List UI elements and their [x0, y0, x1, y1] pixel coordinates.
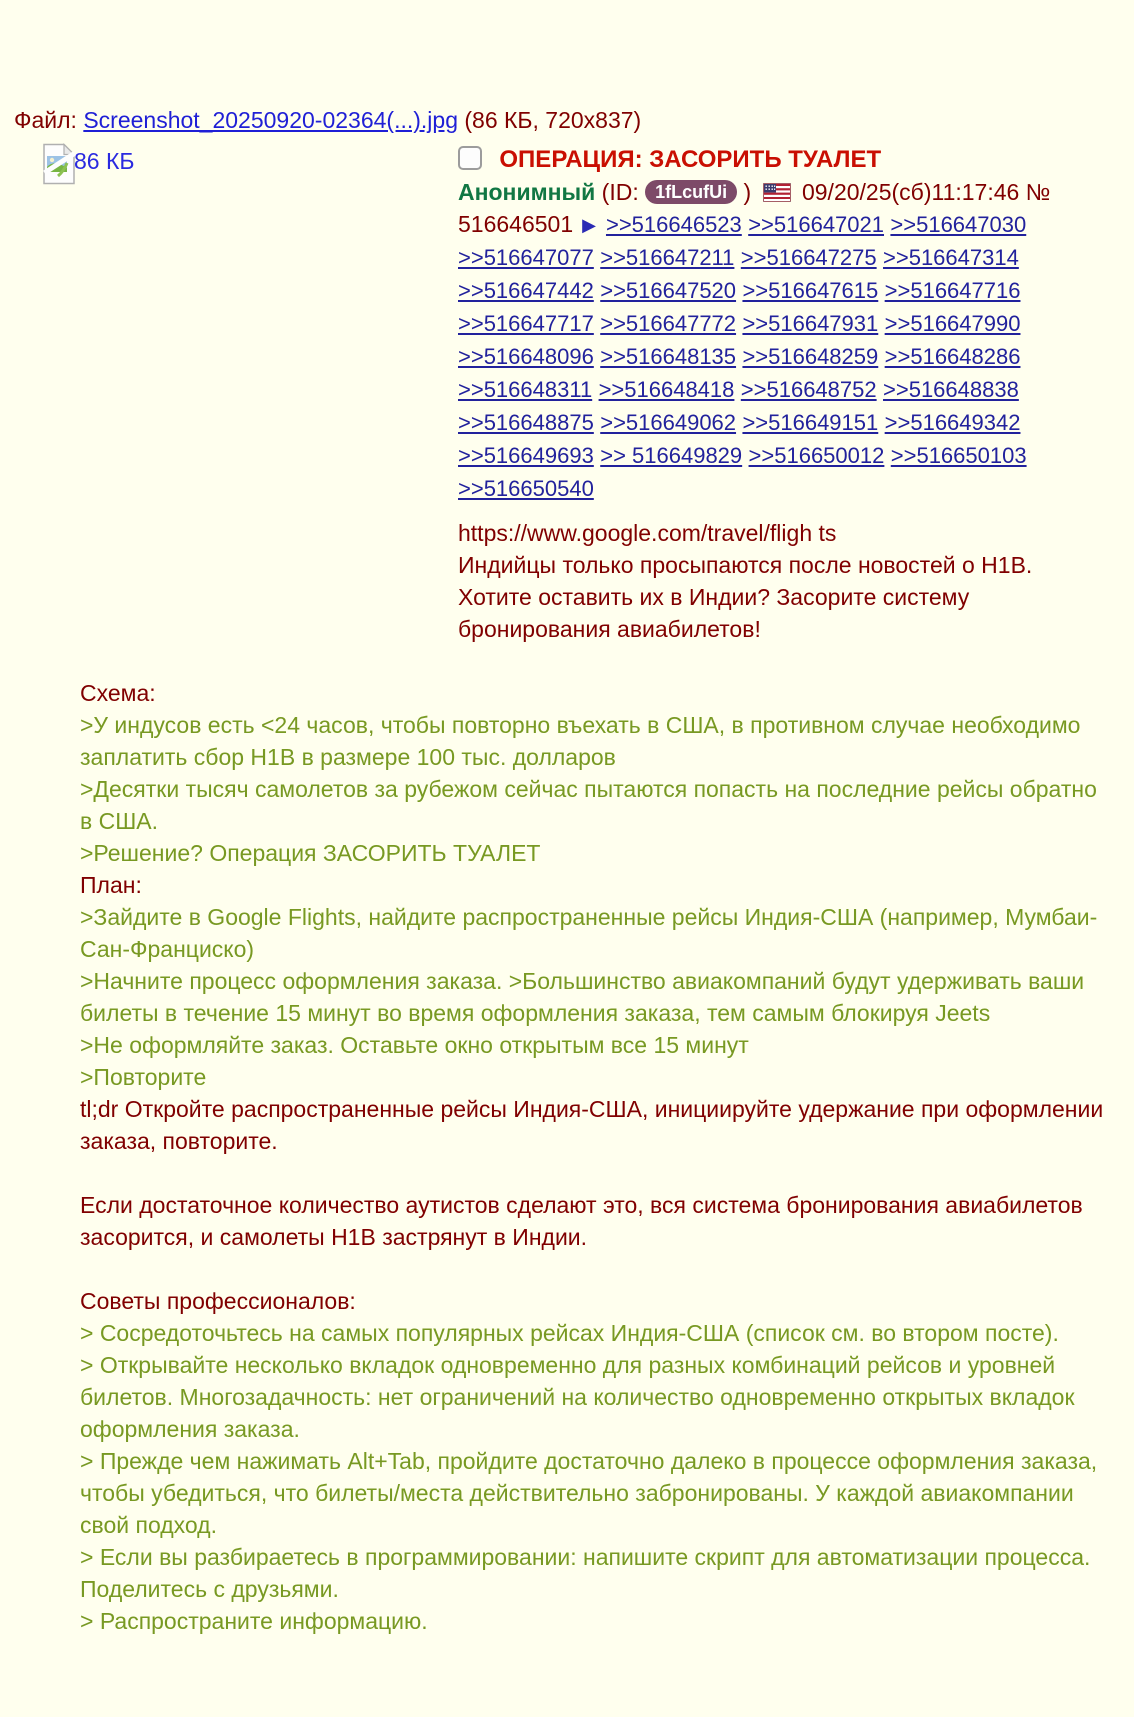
post-body-line	[80, 1253, 1110, 1285]
file-meta: (86 КБ, 720x837)	[464, 107, 642, 133]
reply-link[interactable]: >>516646523	[605, 212, 742, 237]
op-post	[0, 141, 1134, 1637]
post-body-line: tl;dr Откройте распространенные рейсы Индия-США, инициируйте удержание при оформлении заказа, повторите.	[80, 1096, 1104, 1154]
reply-link[interactable]: >>516650012	[748, 443, 885, 468]
post-body-line: План:	[80, 872, 142, 898]
reply-link[interactable]: >>516650540	[458, 476, 594, 501]
reply-link[interactable]: >>516648875	[458, 410, 594, 435]
post-number-link[interactable]: 516646501	[458, 211, 574, 237]
post-body-line: >Десятки тысяч самолетов за рубежом сейчас пытаются попасть на последние рейсы обратно в США.	[80, 776, 1097, 834]
poster-name: Анонимный	[458, 179, 596, 205]
post-body-line: Советы профессионалов:	[80, 1288, 356, 1314]
reply-link[interactable]: >>516648096	[458, 344, 594, 369]
post-body-line: Схема:	[80, 680, 156, 706]
poster-id-badge[interactable]: 1fLcufUi	[645, 180, 737, 204]
reply-link[interactable]: >>516649342	[884, 410, 1021, 435]
broken-image-icon	[40, 143, 78, 185]
post-body-line: >Повторите	[80, 1064, 207, 1090]
post-datetime: 09/20/25(сб)11:17:46	[801, 179, 1020, 205]
post-body	[80, 517, 1110, 1637]
reply-link[interactable]: >>516649693	[458, 443, 594, 468]
post-subject: ОПЕРАЦИЯ: ЗАСОРИТЬ ТУАЛЕТ	[499, 146, 882, 173]
reply-link[interactable]: >>516648259	[742, 344, 879, 369]
reply-links	[458, 211, 1027, 501]
expand-arrow-icon[interactable]: ▶	[582, 215, 596, 235]
reply-link[interactable]: >> 516649829	[600, 443, 743, 468]
reply-link[interactable]: >>516647716	[884, 278, 1021, 303]
reply-link[interactable]: >>516648418	[598, 377, 735, 402]
post-body-line: > Открывайте несколько вкладок одновременно для разных комбинаций рейсов и уровней билетов. Многозадачность: нет ограничений на количество одновременно открытых вкладок оформления заказа.	[80, 1352, 1075, 1442]
reply-link[interactable]: >>516647442	[458, 278, 594, 303]
post-body-line: > Сосредоточьтесь на самых популярных рейсах Индия-США (список см. во втором посте).	[80, 1320, 1059, 1346]
reply-link[interactable]: >>516647275	[740, 245, 877, 270]
reply-link[interactable]: >>516648311	[458, 377, 593, 402]
reply-link[interactable]: >>516647030	[890, 212, 1027, 237]
post-body-line: >Зайдите в Google Flights, найдите распространенные рейсы Индия-США (например, Мумбаи-Сан-Франциско)	[80, 904, 1098, 962]
post-body-line: >У индусов есть <24 часов, чтобы повторно въехать в США, в противном случае необходимо заплатить сбор H1B в размере 100 тыс. долларов	[80, 712, 1081, 770]
reply-link[interactable]: >>516649151	[742, 410, 879, 435]
post-body-line: Индийцы только просыпаются после новостей о H1B. Хотите оставить их в Индии? Засорите систему бронирования авиабилетов!	[458, 552, 1033, 642]
reply-link[interactable]: >>516648286	[884, 344, 1021, 369]
reply-link[interactable]: >>516647931	[742, 311, 879, 336]
reply-link[interactable]: >>516649062	[600, 410, 737, 435]
file-info	[14, 104, 1110, 136]
post-body-line: https://www.google.com/travel/fligh ts	[458, 520, 837, 546]
post-body-line: Если достаточное количество аутистов сделают это, вся система бронирования авиабилетов засорится, и самолеты H1B застрянут в Индии.	[80, 1192, 1083, 1250]
reply-link[interactable]: >>516647717	[458, 311, 594, 336]
post-body-line	[80, 645, 1110, 677]
reply-link[interactable]: >>516648135	[600, 344, 737, 369]
reply-link[interactable]: >>516647615	[742, 278, 879, 303]
post-body-line: > Если вы разбираетесь в программировании: напишите скрипт для автоматизации процесса. Поделитесь с друзьями.	[80, 1544, 1091, 1602]
thumbnail-link[interactable]	[40, 143, 420, 185]
reply-link[interactable]: >>516648752	[740, 377, 877, 402]
reply-link[interactable]: >>516647077	[458, 245, 594, 270]
reply-link[interactable]: >>516647520	[600, 278, 737, 303]
reply-link[interactable]: >>516647990	[884, 311, 1021, 336]
file-name-link[interactable]: Screenshot_20250920-02364(...).jpg	[83, 107, 458, 133]
reply-link[interactable]: >>516648838	[883, 377, 1019, 402]
reply-link[interactable]: >>516650103	[890, 443, 1027, 468]
post-body-line: >Не оформляйте заказ. Оставьте окно открытым все 15 минут	[80, 1032, 749, 1058]
us-flag-icon	[763, 183, 791, 202]
reply-link[interactable]: >>516647772	[600, 311, 737, 336]
poster-id-open-paren: (ID:	[601, 179, 639, 205]
post-number-label: №	[1025, 179, 1051, 205]
poster-id-close-paren: )	[743, 179, 752, 205]
reply-link[interactable]: >>516647021	[748, 212, 885, 237]
thumbnail-size-label: 86 КБ	[74, 148, 135, 174]
file-label: Файл:	[14, 107, 77, 133]
reply-link[interactable]: >>516647314	[883, 245, 1019, 270]
post-body-line	[80, 1157, 1110, 1189]
thread-checkbox[interactable]	[458, 146, 482, 170]
reply-link[interactable]: >>516647211	[600, 245, 735, 270]
post-body-line: > Распространите информацию.	[80, 1608, 428, 1634]
post-body-line: > Прежде чем нажимать Alt+Tab, пройдите достаточно далеко в процессе оформления заказа, чтобы убедиться, что билеты/места действительно забронированы. У каждой авиакомпании свой подход.	[80, 1448, 1098, 1538]
post-body-line: >Начните процесс оформления заказа. >Большинство авиакомпаний будут удерживать ваши билеты в течение 15 минут во время оформления заказа, тем самым блокируя Jeets	[80, 968, 1085, 1026]
post-body-line: >Решение? Операция ЗАСОРИТЬ ТУАЛЕТ	[80, 840, 541, 866]
thumbnail-area	[40, 143, 420, 645]
